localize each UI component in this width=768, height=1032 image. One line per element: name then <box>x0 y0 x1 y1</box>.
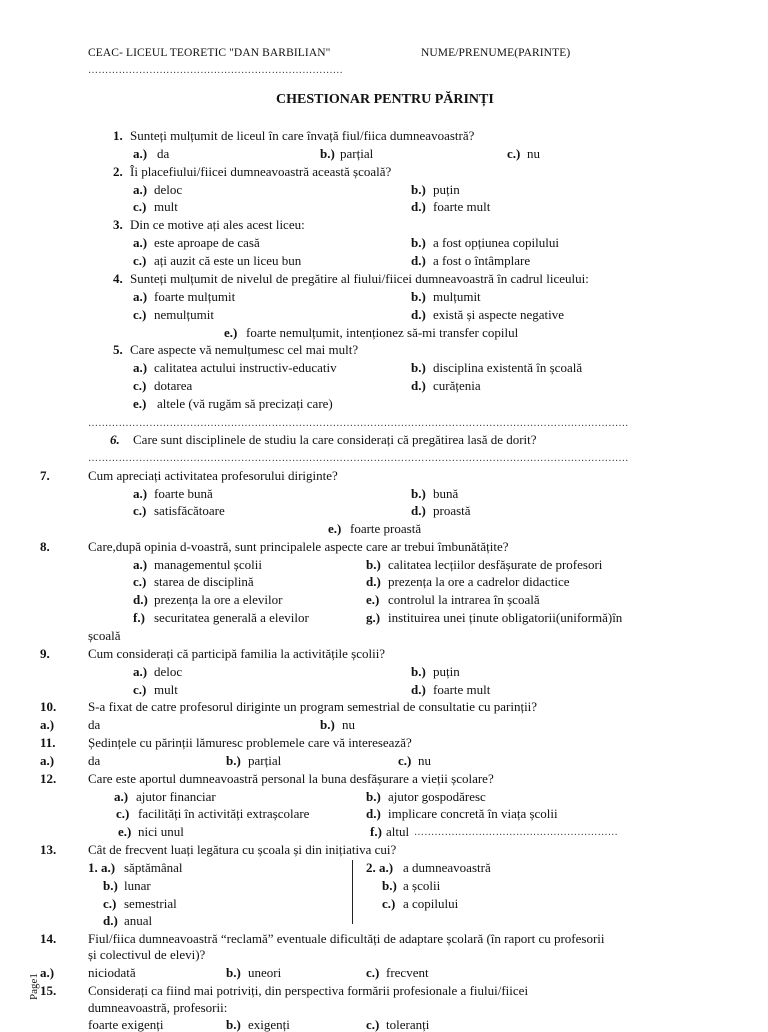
q10-number: 10. <box>40 699 57 714</box>
q5-b-text: disciplina existentă în școală <box>433 360 583 375</box>
q9-b-text: puțin <box>433 664 460 679</box>
q5-d-key: d.) <box>411 378 426 393</box>
q12-e-key: e.) <box>118 824 132 839</box>
q3-d-key: d.) <box>411 253 426 268</box>
q9-a-text: deloc <box>154 664 183 679</box>
q11-c-text: nu <box>418 753 431 768</box>
q6-number: 6. <box>110 432 120 447</box>
q7-a-key: a.) <box>133 486 148 501</box>
q10-a-text: da <box>88 717 101 732</box>
q14-c-key: c.) <box>366 965 380 980</box>
q13-right-c-text: a copilului <box>403 896 459 911</box>
q15-b-key: b.) <box>226 1017 241 1032</box>
q8-number: 8. <box>40 539 50 554</box>
q2-b-key: b.) <box>411 182 426 197</box>
q15-text: Considerați ca fiind mai potriviți, din perspectiva formării profesionale a fiului/fiicei <box>88 983 529 998</box>
q2-d-text: foarte mult <box>433 199 491 214</box>
q12-f-key: f.) <box>370 824 382 839</box>
q4-e-text: foarte nemulțumit, intenționez să-mi transfer copilul <box>246 325 519 340</box>
q4-b-text: mulțumit <box>433 289 481 304</box>
q13-text: Cât de frecvent luați legătura cu școala și din inițiativa cui? <box>88 842 397 857</box>
q13-right-b-text: a școlii <box>403 878 441 893</box>
q4-number: 4. <box>113 271 123 286</box>
q3-b-key: b.) <box>411 235 426 250</box>
q14-a-key: a.) <box>40 965 55 980</box>
q1-a-text: da <box>157 146 170 161</box>
q7-e-text: foarte proastă <box>350 521 422 536</box>
q13-right-c-key: c.) <box>382 896 396 911</box>
q13-column-divider <box>352 860 353 924</box>
q15-b-text: exigenți <box>248 1017 290 1032</box>
q11-text: Ședințele cu părinții lămuresc problemele care vă interesează? <box>88 735 412 750</box>
q8-text: Care,după opinia d-voastră, sunt principalele aspecte care ar trebui îmbunătățite? <box>88 539 509 554</box>
q8-c-key: c.) <box>133 574 147 589</box>
q1-text: Sunteți mulțumit de liceul în care învață fiul/fiica dumneavoastră? <box>130 128 475 143</box>
q4-e-key: e.) <box>224 325 238 340</box>
parent-name-field: NUME/PRENUME(PARINTE) <box>421 47 571 59</box>
q2-number: 2. <box>113 164 123 179</box>
q13-right-a-key: 2. a.) <box>366 860 394 875</box>
q10-text: S-a fixat de catre profesorul diriginte un program semestrial de consultatie cu parinții? <box>88 699 538 714</box>
q5-number: 5. <box>113 342 123 357</box>
q13-left-d-key: d.) <box>103 913 118 928</box>
q4-a-text: foarte mulțumit <box>154 289 236 304</box>
q14-b-text: uneori <box>248 965 282 980</box>
q12-a-text: ajutor financiar <box>136 789 216 804</box>
q7-number: 7. <box>40 468 50 483</box>
page-title: CHESTIONAR PENTRU PĂRINȚI <box>276 92 494 107</box>
q8-e-text: controlul la intrarea în școală <box>388 592 540 607</box>
q14-a-text: niciodată <box>88 965 136 980</box>
q12-b-text: ajutor gospodăresc <box>388 789 486 804</box>
q8-c-text: starea de disciplină <box>154 574 254 589</box>
q5-c-key: c.) <box>133 378 147 393</box>
q2-a-text: deloc <box>154 182 183 197</box>
q14-text: Fiul/fiica dumneavoastră “reclamă” eventuale dificultăți de adaptare școlară (în raport cu profesorii <box>88 931 605 946</box>
q10-b-text: nu <box>342 717 355 732</box>
q1-c-text: nu <box>527 146 540 161</box>
q4-c-text: nemulțumit <box>154 307 214 322</box>
q8-g-text-cont: școală <box>88 628 121 643</box>
q3-c-text: ați auzit că este un liceu bun <box>154 253 302 268</box>
q9-text: Cum considerați că participă familia la activitățile școlii? <box>88 646 386 661</box>
q4-text: Sunteți mulțumit de nivelul de pregătire al fiului/fiicei dumneavoastră în cadrul liceului: <box>130 271 589 286</box>
q13-left-b-text: lunar <box>124 878 151 893</box>
q11-a-text: da <box>88 753 101 768</box>
q6-answer-dots: …………………………………………………………………………………………………………………………………………… <box>88 453 629 464</box>
q5-text: Care aspecte vă nemulțumesc cel mai mult? <box>130 342 359 357</box>
q13-left-a-key: 1. a.) <box>88 860 116 875</box>
q2-d-key: d.) <box>411 199 426 214</box>
q11-b-key: b.) <box>226 753 241 768</box>
q5-answer-dots: …………………………………………………………………………………………………………………………………………… <box>88 418 629 429</box>
q8-a-text: managementul școlii <box>154 557 262 572</box>
q4-d-text: există și aspecte negative <box>433 307 565 322</box>
q5-e-text: altele (vă rugăm să precizați care) <box>157 396 333 411</box>
q5-b-key: b.) <box>411 360 426 375</box>
q7-c-text: satisfăcătoare <box>154 503 225 518</box>
q5-c-text: dotarea <box>154 378 193 393</box>
q8-a-key: a.) <box>133 557 148 572</box>
q1-b-key: b.) <box>320 146 335 161</box>
q7-d-text: proastă <box>433 503 471 518</box>
q15-c-key: c.) <box>366 1017 380 1032</box>
q8-d-text: prezența la ore a cadrelor didactice <box>388 574 570 589</box>
q8-d2-key: d.) <box>133 592 148 607</box>
q11-c-key: c.) <box>398 753 412 768</box>
q15-text-cont: dumneavoastră, profesorii: <box>88 1000 228 1015</box>
q12-f-text: altul <box>386 824 410 839</box>
q12-text: Care este aportul dumneavoastră personal la buna desfășurare a vieții școlare? <box>88 771 494 786</box>
q12-d-key: d.) <box>366 806 381 821</box>
q11-b-text: parțial <box>248 753 282 768</box>
q13-left-a-text: săptămânal <box>124 860 183 875</box>
q1-b-text: parțial <box>340 146 374 161</box>
q3-b-text: a fost opțiunea copilului <box>433 235 560 250</box>
q7-e-key: e.) <box>328 521 342 536</box>
school-name: CEAC- LICEUL TEORETIC "DAN BARBILIAN" <box>88 47 331 59</box>
q8-g-key: g.) <box>366 610 381 625</box>
q14-c-text: frecvent <box>386 965 429 980</box>
q12-c-text: facilități în activități extrașcolare <box>138 806 310 821</box>
q4-b-key: b.) <box>411 289 426 304</box>
q13-left-c-text: semestrial <box>124 896 177 911</box>
q3-d-text: a fost o întâmplare <box>433 253 531 268</box>
q13-right-b-key: b.) <box>382 878 397 893</box>
header-dots: ………………………………………………………………… <box>88 65 343 76</box>
q10-b-key: b.) <box>320 717 335 732</box>
q8-d-key: d.) <box>366 574 381 589</box>
q9-number: 9. <box>40 646 50 661</box>
q12-number: 12. <box>40 771 57 786</box>
q5-d-text: curățenia <box>433 378 481 393</box>
q4-d-key: d.) <box>411 307 426 322</box>
q13-left-c-key: c.) <box>103 896 117 911</box>
q7-b-text: bună <box>433 486 459 501</box>
q7-b-key: b.) <box>411 486 426 501</box>
q4-a-key: a.) <box>133 289 148 304</box>
q15-number: 15. <box>40 983 57 998</box>
q13-number: 13. <box>40 842 57 857</box>
q7-a-text: foarte bună <box>154 486 213 501</box>
q2-text: Îi placefiului/fiicei dumneavoastră această școală? <box>130 164 392 179</box>
q15-a-text: foarte exigenți <box>88 1017 164 1032</box>
q7-c-key: c.) <box>133 503 147 518</box>
q14-text-cont: și colectivul de elevi)? <box>88 947 206 962</box>
q11-a-key: a.) <box>40 753 55 768</box>
q12-e-text: nici unul <box>138 824 184 839</box>
q4-c-key: c.) <box>133 307 147 322</box>
q8-g-text: instituirea unei ținute obligatorii(uniformă)în <box>388 610 623 625</box>
q9-b-key: b.) <box>411 664 426 679</box>
q10-a-key: a.) <box>40 717 55 732</box>
q3-text: Din ce motive ați ales acest liceu: <box>130 217 305 232</box>
q5-e-key: e.) <box>133 396 147 411</box>
q15-c-text: toleranți <box>386 1017 430 1032</box>
q14-number: 14. <box>40 931 57 946</box>
q9-c-text: mult <box>154 682 178 697</box>
q7-text: Cum apreciați activitatea profesorului diriginte? <box>88 468 338 483</box>
q12-d-text: implicare concretă în viața școlii <box>388 806 558 821</box>
q9-d-key: d.) <box>411 682 426 697</box>
q3-number: 3. <box>113 217 123 232</box>
q1-c-key: c.) <box>507 146 521 161</box>
q3-a-key: a.) <box>133 235 148 250</box>
q8-e-key: e.) <box>366 592 380 607</box>
q12-b-key: b.) <box>366 789 381 804</box>
q3-a-text: este aproape de casă <box>154 235 260 250</box>
q12-f-dots: …………………………………………………… <box>414 827 618 838</box>
q9-a-key: a.) <box>133 664 148 679</box>
q1-a-key: a.) <box>133 146 148 161</box>
q11-number: 11. <box>40 735 56 750</box>
page-number-label: Page1 <box>28 973 40 1000</box>
q8-b-text: calitatea lecțiilor desfășurate de profesori <box>388 557 603 572</box>
q9-d-text: foarte mult <box>433 682 491 697</box>
q3-c-key: c.) <box>133 253 147 268</box>
q8-b-key: b.) <box>366 557 381 572</box>
q6-text: Care sunt disciplinele de studiu la care considerați că pregătirea lasă de dorit? <box>133 432 537 447</box>
q13-right-a-text: a dumneavoastră <box>403 860 491 875</box>
q8-f-text: securitatea generală a elevilor <box>154 610 309 625</box>
q8-f-key: f.) <box>133 610 145 625</box>
q2-c-key: c.) <box>133 199 147 214</box>
q5-a-text: calitatea actului instructiv-educativ <box>154 360 337 375</box>
q12-a-key: a.) <box>114 789 129 804</box>
q2-c-text: mult <box>154 199 178 214</box>
q14-b-key: b.) <box>226 965 241 980</box>
q2-b-text: puțin <box>433 182 460 197</box>
q12-c-key: c.) <box>116 806 130 821</box>
q5-a-key: a.) <box>133 360 148 375</box>
q1-number: 1. <box>113 128 123 143</box>
q13-left-d-text: anual <box>124 913 153 928</box>
q2-a-key: a.) <box>133 182 148 197</box>
q13-left-b-key: b.) <box>103 878 118 893</box>
q7-d-key: d.) <box>411 503 426 518</box>
q9-c-key: c.) <box>133 682 147 697</box>
q8-d2-text: prezența la ore a elevilor <box>154 592 283 607</box>
